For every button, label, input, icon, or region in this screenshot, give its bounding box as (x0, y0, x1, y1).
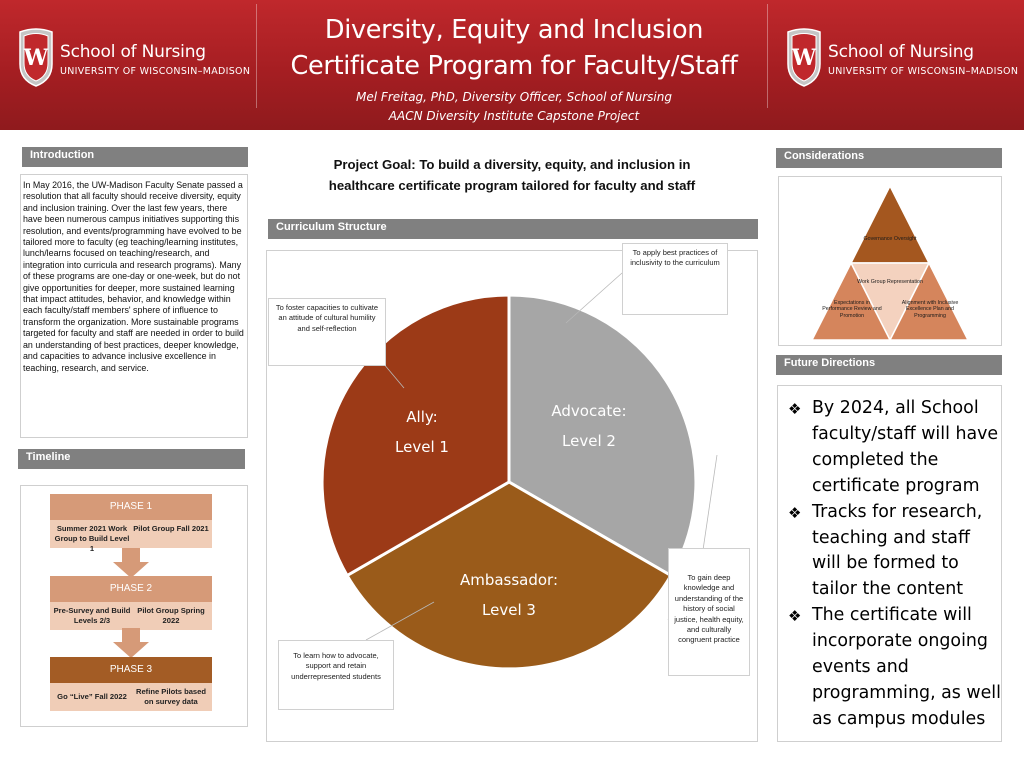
phase-3-left: Go “Live” Fall 2022 (57, 692, 127, 701)
phase-3-right: Refine Pilots based on survey data (135, 687, 207, 706)
down-arrow-icon (113, 628, 149, 658)
pie-label-ally (372, 402, 472, 462)
project-goal-line1: Project Goal: To build a diversity, equity, and inclusion in (333, 157, 691, 172)
pie-label-ambassador-name: Ambassador: (459, 571, 559, 589)
timeline-heading: Timeline (18, 449, 245, 469)
phase-2-details (50, 602, 212, 630)
introduction-body: In May 2016, the UW-Madison Faculty Senate passed a resolution that all faculty should receive diversity, equity and inclusion training. Over the last few years, there have been numerous campus initiatives supporting this resolution, and events/programming have evolved to be tailored more to faculty (eg teaching/learning institutes, lunch/learns focused on teaching/research, and integration into curricula and research programs). Many of these programs are one-day or one-week, but do not give opportunities for deeper, more sustained learning that impact attitudes, behavior, and knowledge within each faculty/staff members' sphere of influence to transform the organization. More sustainable programs targeted for faculty and staff are needed in order to build an understanding of best practices, deeper knowledge, and capacities to advance inclusive excellence in teaching, research, and service. (23, 180, 244, 373)
phase-1-details (50, 520, 212, 553)
callout-ally: To foster capacities to cultivate an attitude of cultural humility and self-reflection (268, 298, 386, 366)
poster-project: AACN Diversity Institute Capstone Project (388, 109, 640, 123)
callout-best-practices: To apply best practices of inclusivity to the curriculum (622, 243, 728, 315)
future-item (788, 603, 1002, 733)
future-list (788, 396, 1002, 733)
phase-2-label: PHASE 2 (50, 576, 212, 602)
considerations-left-label: Expectations in Performance Review and Promotion (822, 300, 882, 319)
pie-label-ally-level: Level 1 (395, 438, 449, 456)
considerations-top-label: Governance Oversight (863, 236, 917, 242)
pie-label-advocate-name: Advocate: (551, 402, 627, 420)
considerations-right-label: Alignment with Inclusive Excellence Plan and Programming (901, 300, 959, 319)
diamond-bullet-icon: ❖ (788, 400, 802, 418)
pie-label-ally-name: Ally: (406, 408, 438, 426)
curriculum-heading: Curriculum Structure (268, 219, 758, 239)
logo-left (16, 26, 256, 90)
crest-letter: W (791, 45, 817, 71)
future-item-text: By 2024, all School faculty/staff will have completed the certificate program (812, 398, 999, 496)
considerations-middle-label: Work Group Representation (857, 279, 923, 285)
future-heading: Future Directions (776, 355, 1002, 375)
phase-2-right: Pilot Group Spring 2022 (137, 606, 205, 625)
phase-3-label: PHASE 3 (50, 657, 212, 683)
future-item-text: The certificate will incorporate ongoing events and programming, as well as campus modules (812, 605, 1001, 729)
poster-title-line2: Certificate Program for Faculty/Staff (290, 51, 738, 81)
callout-ambassador: To learn how to advocate, support and retain underrepresented students (278, 640, 394, 710)
uw-crest-icon (16, 26, 56, 88)
project-goal-line2: healthcare certificate program tailored for faculty and staff (328, 178, 696, 193)
phase-1-label: PHASE 1 (50, 494, 212, 520)
project-goal (268, 154, 756, 196)
logo-title: School of Nursing (60, 42, 206, 62)
future-item (788, 396, 1002, 500)
logo-subtitle: UNIVERSITY OF WISCONSIN–MADISON (828, 66, 1019, 77)
uw-crest-icon (784, 26, 824, 88)
callout-advocate: To gain deep knowledge and understanding of the history of social justice, health equity, and culturally congruent practice (668, 548, 750, 676)
considerations-heading: Considerations (776, 148, 1002, 168)
phase-1-left: Summer 2021 Work Group to Build Level 1 (54, 524, 130, 553)
pie-label-ambassador-level: Level 3 (482, 601, 536, 619)
phase-3-details (50, 683, 212, 711)
poster-title (262, 12, 766, 84)
pie-label-ambassador (444, 565, 574, 625)
diamond-bullet-icon: ❖ (788, 503, 802, 522)
diamond-bullet-icon: ❖ (788, 607, 802, 626)
introduction-heading: Introduction (22, 147, 248, 167)
crest-letter: W (23, 45, 49, 71)
pie-label-advocate (539, 396, 639, 456)
phase-2-left: Pre-Survey and Build Levels 2/3 (53, 606, 131, 625)
poster-author: Mel Freitag, PhD, Diversity Officer, School of Nursing (356, 90, 672, 104)
header-divider-left (256, 4, 257, 108)
logo-title: School of Nursing (828, 42, 974, 62)
header-divider-right (767, 4, 768, 108)
poster-header (0, 0, 1024, 130)
logo-right (784, 26, 1024, 90)
phase-1-right: Pilot Group Fall 2021 (133, 524, 209, 533)
considerations-triangle (778, 176, 1002, 346)
poster-title-line1: Diversity, Equity and Inclusion (324, 15, 704, 45)
future-item-text: Tracks for research, teaching and staff will be formed to tailor the content (812, 501, 983, 600)
triangle-governance (851, 186, 929, 263)
future-item (788, 500, 1002, 604)
pie-label-advocate-level: Level 2 (562, 432, 616, 450)
down-arrow-icon (113, 548, 149, 578)
logo-subtitle: UNIVERSITY OF WISCONSIN–MADISON (60, 66, 251, 77)
